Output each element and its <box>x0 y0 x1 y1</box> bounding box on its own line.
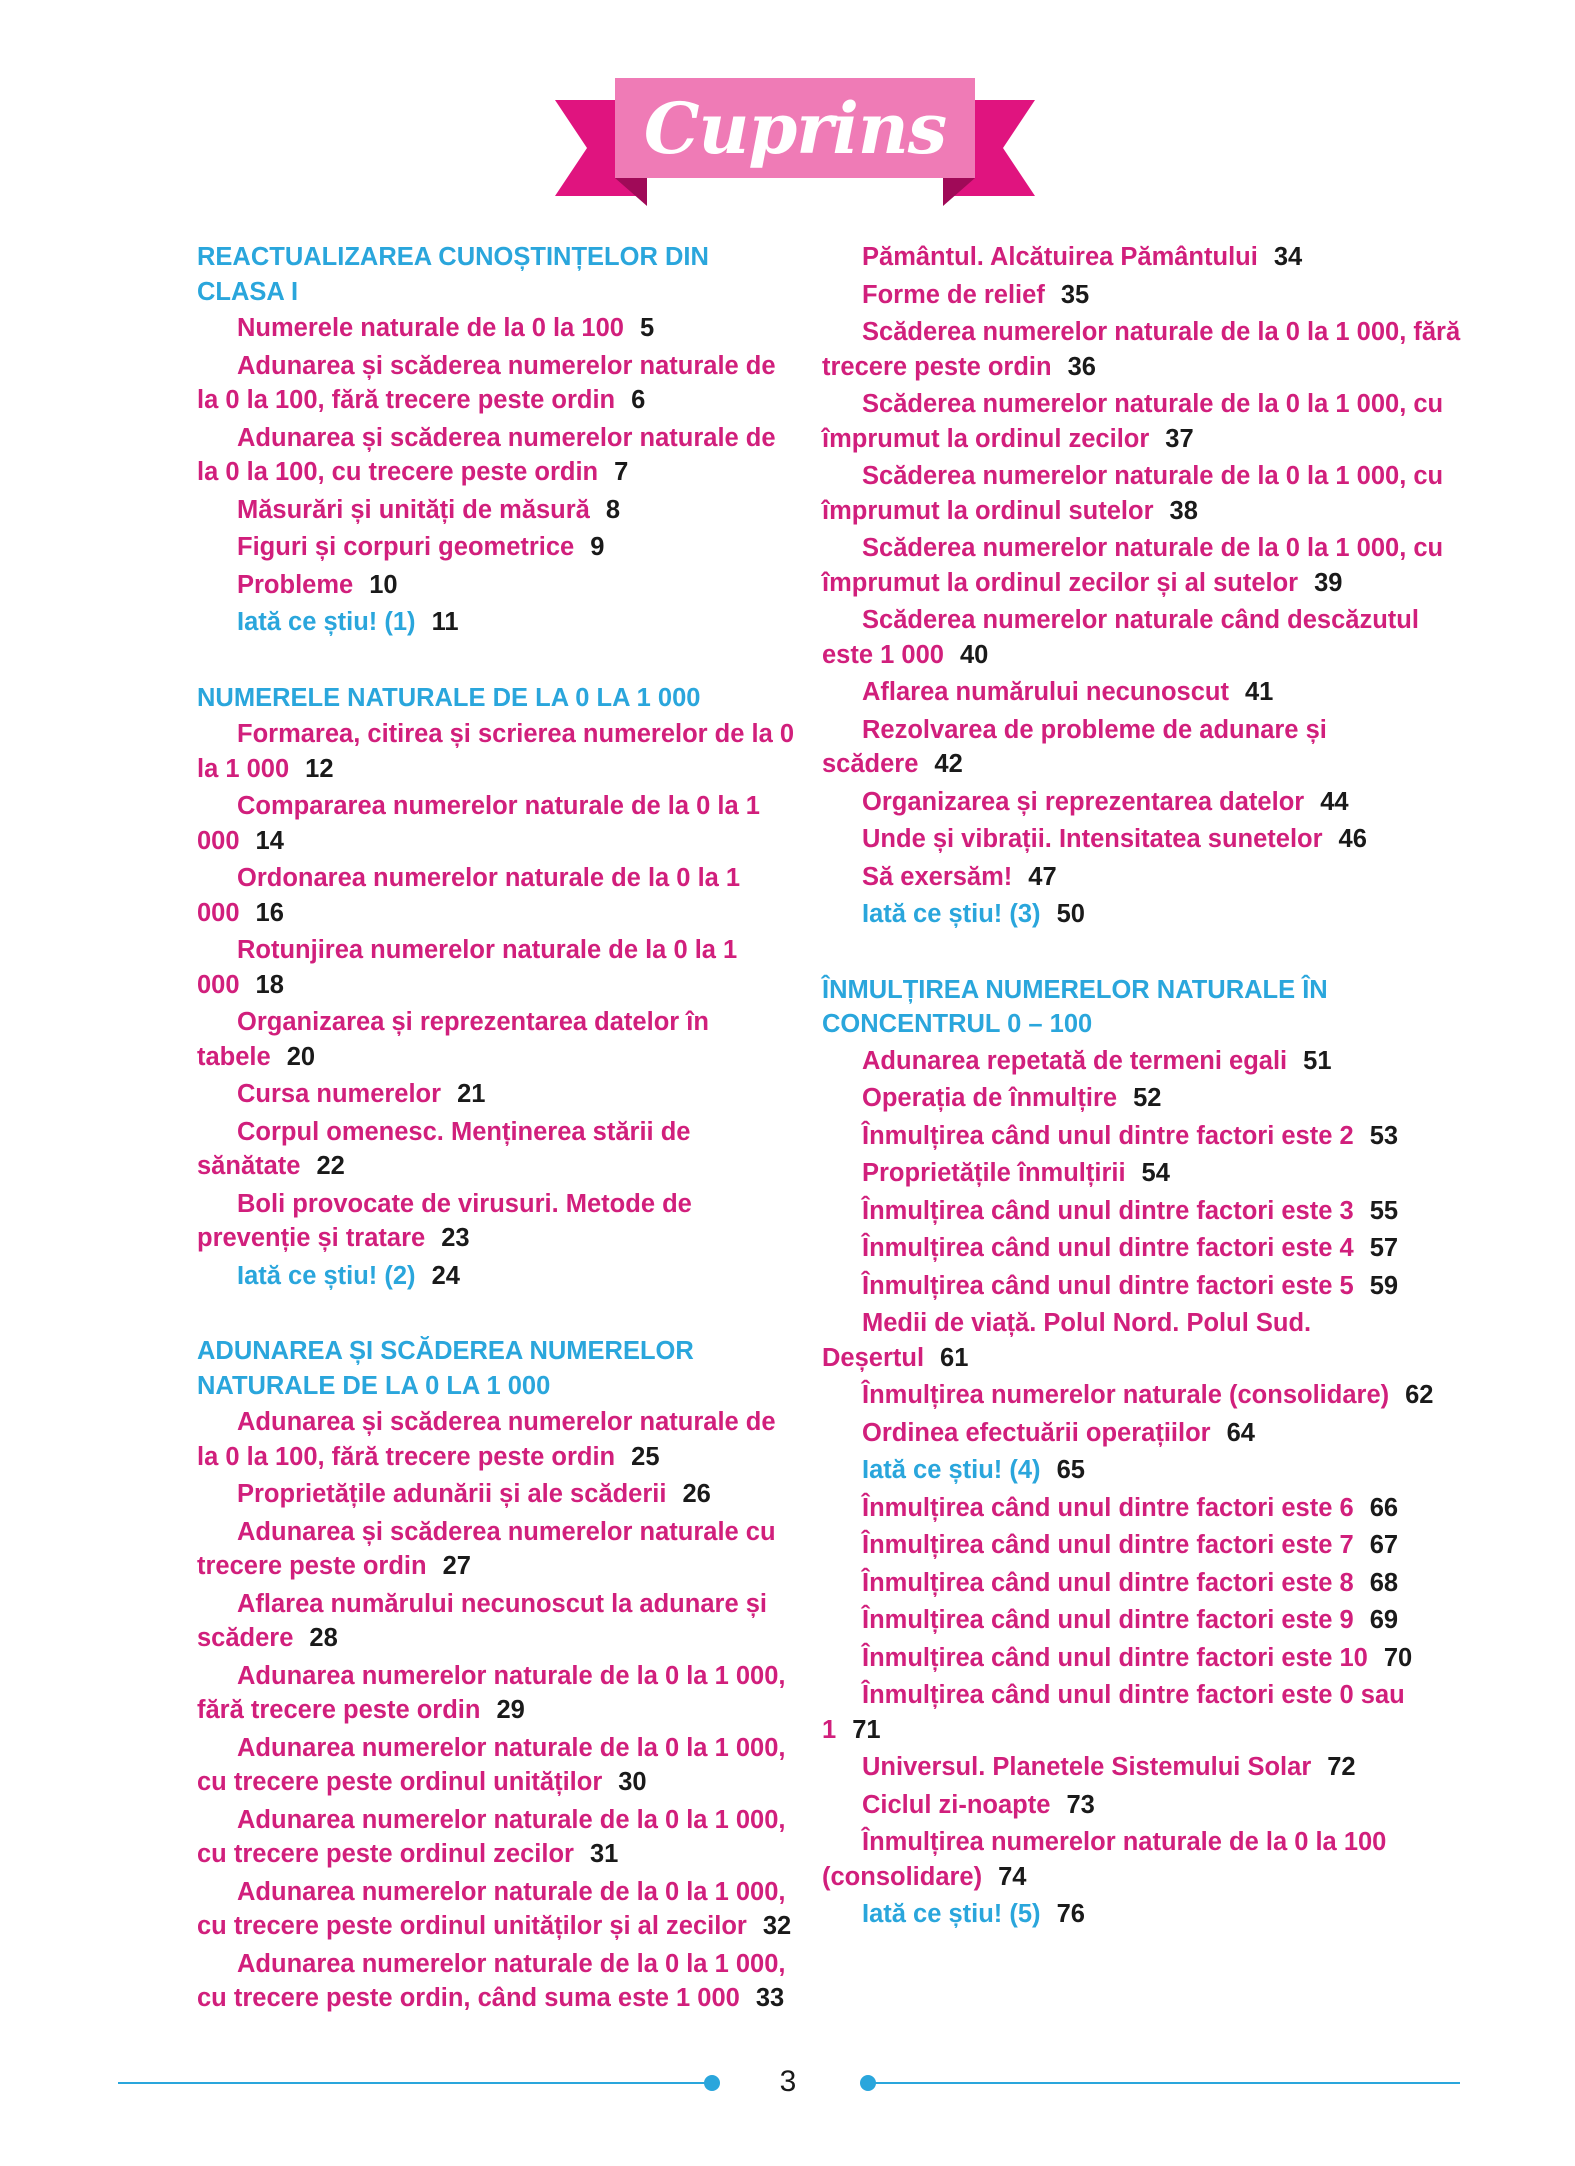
toc-entry <box>197 1477 802 1512</box>
toc-entry <box>822 1491 1462 1526</box>
toc-entry <box>822 1678 1462 1747</box>
page-number: 3 <box>779 2065 797 2098</box>
toc-entry-title: Compararea numerelor naturale de la 0 la 1 000 <box>197 792 760 855</box>
toc-entry-title: Aflarea numărului necunoscut la adunare și scădere <box>197 1589 767 1652</box>
section-heading <box>197 681 802 716</box>
toc-page-number: 57 <box>1369 1234 1399 1262</box>
toc-entry <box>197 861 802 930</box>
toc-page-number: 70 <box>1383 1643 1413 1672</box>
toc-review-entry <box>822 897 1462 932</box>
toc-page-number: 26 <box>682 1480 711 1508</box>
toc-page-number: 9 <box>590 533 605 561</box>
toc-entry <box>822 1788 1462 1823</box>
toc-entry <box>197 1405 802 1474</box>
toc-entry-title: Adunarea numerelor naturale de la 0 la 1 000, cu trecere peste ordinul unităților și al zecilor <box>197 1877 786 1940</box>
toc-entry <box>822 531 1462 600</box>
toc-entry <box>197 311 802 346</box>
toc-entry-title: Înmulțirea când unul dintre factori este 7 <box>862 1531 1354 1559</box>
toc-page-number: 64 <box>1226 1418 1255 1447</box>
toc-page-number: 14 <box>255 826 284 855</box>
toc-entry-title: Scăderea numerelor naturale de la 0 la 1 000, cu împrumut la ordinul zecilor și al sutelor <box>822 534 1444 597</box>
toc-entry-title: Înmulțirea când unul dintre factori este 6 <box>862 1493 1354 1522</box>
toc-entry-title: Înmulțirea când unul dintre factori este 4 <box>862 1234 1354 1262</box>
toc-page-number: 31 <box>589 1840 619 1868</box>
toc-entry-title: Proprietățile adunării și ale scăderii <box>237 1480 667 1508</box>
toc-page-number: 27 <box>442 1552 471 1580</box>
toc-entry-title: Corpul omenesc. Menținerea stării de sănătate <box>197 1117 691 1180</box>
toc-page-number: 37 <box>1165 424 1194 453</box>
toc-page-number: 7 <box>614 458 629 486</box>
toc-page-number: 34 <box>1273 243 1303 271</box>
toc-entry-title: Unde și vibrații. Intensitatea sunetelor <box>862 825 1323 853</box>
toc-entry-title: Adunarea și scăderea numerelor naturale de la 0 la 100, fără trecere peste ordin <box>197 1408 776 1471</box>
toc-entry-title: Înmulțirea când unul dintre factori este 2 <box>862 1121 1354 1150</box>
toc-page-number: 11 <box>431 608 459 636</box>
toc-entry-title: Medii de viață. Polul Nord. Polul Sud. Deșertul <box>822 1309 1312 1372</box>
toc-entry <box>197 1803 802 1872</box>
section-heading-line: NUMERELE NATURALE DE LA 0 LA 1 000 <box>197 683 701 712</box>
toc-page-number: 69 <box>1369 1606 1399 1634</box>
toc-entry <box>822 459 1462 528</box>
toc-entry-title: Ordinea efectuării operațiilor <box>862 1418 1211 1447</box>
footer-rule-right <box>870 2082 1460 2084</box>
toc-page-number: 6 <box>631 386 646 414</box>
toc-left-column <box>197 240 802 2019</box>
toc-entry-title: Iată ce știu! (1) <box>237 608 416 636</box>
toc-entry <box>822 278 1462 313</box>
toc-page-number: 30 <box>618 1768 647 1796</box>
toc-entry-title: Adunarea și scăderea numerelor naturale de la 0 la 100, fără trecere peste ordin <box>197 351 776 414</box>
footer-rule-left <box>118 2082 708 2084</box>
toc-entry <box>822 1081 1462 1116</box>
toc-entry-title: Iată ce știu! (4) <box>862 1456 1041 1484</box>
toc-entry <box>822 1528 1462 1563</box>
toc-page-number: 28 <box>309 1624 338 1652</box>
toc-entry <box>822 785 1462 820</box>
toc-entry-title: Aflarea numărului necunoscut <box>862 678 1229 706</box>
toc-entry <box>197 1875 802 1944</box>
toc-entry-title: Figuri și corpuri geometrice <box>237 533 575 561</box>
toc-page-number: 55 <box>1369 1196 1399 1225</box>
toc-entry <box>822 1156 1462 1191</box>
toc-entry-title: Rotunjirea numerelor naturale de la 0 la 1 000 <box>197 936 738 999</box>
toc-entry-title: Organizarea și reprezentarea datelor <box>862 787 1305 816</box>
toc-entry-title: Să exersăm! <box>862 862 1013 891</box>
toc-page-number: 62 <box>1405 1381 1434 1409</box>
toc-entry-title: Adunarea numerelor naturale de la 0 la 1 000, cu trecere peste ordinul zecilor <box>197 1805 786 1868</box>
toc-page-number: 67 <box>1369 1531 1399 1559</box>
toc-page-number: 73 <box>1066 1790 1095 1819</box>
toc-entry <box>822 1119 1462 1154</box>
toc-page-number: 25 <box>631 1442 660 1471</box>
toc-entry <box>197 493 802 528</box>
section-heading <box>822 973 1462 1042</box>
toc-page-number: 61 <box>940 1343 969 1372</box>
toc-page-number: 76 <box>1056 1900 1085 1928</box>
toc-entry <box>197 1187 802 1256</box>
toc-page-number: 50 <box>1056 900 1085 928</box>
toc-page-number: 38 <box>1169 496 1198 525</box>
toc-right-column <box>822 240 1462 1935</box>
toc-entry-title: Adunarea numerelor naturale de la 0 la 1 000, fără trecere peste ordin <box>197 1661 786 1724</box>
toc-page-number: 72 <box>1327 1753 1356 1781</box>
toc-entry-title: Formarea, citirea și scrierea numerelor de la 0 la 1 000 <box>197 720 795 783</box>
toc-review-entry <box>822 1897 1462 1932</box>
section-gap <box>822 935 1462 973</box>
toc-entry <box>822 860 1462 895</box>
toc-entry <box>197 1587 802 1656</box>
toc-entry-title: Adunarea numerelor naturale de la 0 la 1 000, cu trecere peste ordin, când suma este 1 000 <box>197 1949 786 2012</box>
toc-entry-title: Scăderea numerelor naturale de la 0 la 1 000, fără trecere peste ordin <box>822 318 1461 381</box>
toc-review-entry <box>822 1453 1462 1488</box>
toc-entry-title: Cursa numerelor <box>237 1080 442 1108</box>
toc-entry-title: Înmulțirea când unul dintre factori este 8 <box>862 1568 1354 1597</box>
toc-page-number: 10 <box>369 570 398 599</box>
toc-entry-title: Scăderea numerelor naturale de la 0 la 1 000, cu împrumut la ordinul sutelor <box>822 462 1444 525</box>
toc-page-number: 44 <box>1320 787 1349 816</box>
toc-entry <box>197 421 802 490</box>
toc-entry-title: Înmulțirea numerelor naturale de la 0 la 100 (consolidare) <box>822 1828 1387 1891</box>
toc-entry <box>197 1947 802 2016</box>
section-heading <box>197 240 802 309</box>
toc-page-number: 20 <box>286 1042 316 1071</box>
toc-entry <box>197 789 802 858</box>
toc-entry <box>197 1005 802 1074</box>
toc-page-number: 54 <box>1141 1159 1170 1187</box>
toc-entry <box>822 1194 1462 1229</box>
toc-page-number: 68 <box>1369 1568 1399 1597</box>
footer-dot-left <box>704 2075 720 2091</box>
toc-entry <box>197 1731 802 1800</box>
toc-page-number: 21 <box>457 1080 486 1108</box>
toc-entry <box>197 1077 802 1112</box>
toc-page-number: 71 <box>852 1715 881 1744</box>
toc-entry-title: Măsurări și unități de măsură <box>237 495 590 524</box>
section-heading-line: NATURALE DE LA 0 LA 1 000 <box>197 1371 551 1400</box>
toc-entry <box>822 1641 1462 1676</box>
toc-entry <box>822 240 1462 275</box>
page-title: Cuprins <box>643 86 947 170</box>
toc-entry <box>822 1825 1462 1894</box>
toc-page-number: 52 <box>1133 1084 1162 1112</box>
section-heading <box>197 1334 802 1403</box>
toc-page-number: 32 <box>762 1912 792 1940</box>
toc-entry-title: Pământul. Alcătuirea Pământului <box>862 243 1258 271</box>
toc-entry <box>822 387 1462 456</box>
toc-page-number: 66 <box>1369 1493 1399 1522</box>
toc-entry <box>197 933 802 1002</box>
toc-entry-title: Ciclul zi-noapte <box>862 1790 1051 1819</box>
toc-entry <box>822 1750 1462 1785</box>
toc-page-number: 51 <box>1303 1046 1332 1075</box>
toc-page-number: 41 <box>1245 678 1274 706</box>
toc-entry-title: Probleme <box>237 570 354 599</box>
toc-entry <box>197 1115 802 1184</box>
toc-entry <box>197 349 802 418</box>
title-banner <box>555 78 1035 208</box>
section-gap <box>197 1296 802 1334</box>
toc-entry <box>822 1416 1462 1451</box>
toc-entry-title: Numerele naturale de la 0 la 100 <box>237 314 624 342</box>
toc-entry <box>822 1044 1462 1079</box>
toc-page-number: 22 <box>316 1152 345 1180</box>
section-gap <box>197 643 802 681</box>
toc-page-number: 24 <box>431 1261 460 1290</box>
toc-entry <box>822 1306 1462 1375</box>
toc-page-number: 59 <box>1369 1271 1399 1300</box>
toc-page-number: 74 <box>998 1862 1027 1891</box>
toc-entry-title: Adunarea repetată de termeni egali <box>862 1046 1288 1075</box>
toc-entry-title: Înmulțirea când unul dintre factori este 5 <box>862 1271 1354 1300</box>
toc-entry <box>822 713 1462 782</box>
toc-entry-title: Operația de înmulțire <box>862 1084 1118 1112</box>
toc-page-number: 8 <box>605 495 621 524</box>
toc-entry-title: Iată ce știu! (2) <box>237 1261 416 1290</box>
toc-entry-title: Iată ce știu! (5) <box>862 1900 1041 1928</box>
toc-entry-title: Adunarea și scăderea numerelor naturale de la 0 la 100, cu trecere peste ordin <box>197 423 776 486</box>
toc-entry-title: Adunarea și scăderea numerelor naturale cu trecere peste ordin <box>197 1517 776 1580</box>
section-heading-line: CONCENTRUL 0 – 100 <box>822 1010 1093 1038</box>
toc-entry-title: Iată ce știu! (3) <box>862 900 1041 928</box>
toc-page-number: 23 <box>441 1224 470 1252</box>
toc-entry <box>197 568 802 603</box>
toc-entry <box>822 1269 1462 1304</box>
toc-entry-title: Scăderea numerelor naturale când descăzutul este 1 000 <box>822 606 1419 669</box>
toc-page-number: 42 <box>934 750 963 778</box>
toc-page-number: 36 <box>1067 352 1096 381</box>
toc-entry <box>822 1603 1462 1638</box>
section-heading-line: ADUNAREA ȘI SCĂDEREA NUMERELOR <box>197 1337 694 1365</box>
toc-entry-title: Înmulțirea când unul dintre factori este 10 <box>862 1643 1368 1672</box>
toc-review-entry <box>197 1259 802 1294</box>
toc-entry-title: Scăderea numerelor naturale de la 0 la 1 000, cu împrumut la ordinul zecilor <box>822 390 1444 453</box>
toc-entry <box>822 675 1462 710</box>
toc-review-entry <box>197 605 802 640</box>
toc-entry <box>822 315 1462 384</box>
toc-page-number: 40 <box>959 640 989 669</box>
toc-entry-title: Adunarea numerelor naturale de la 0 la 1 000, cu trecere peste ordinul unităților <box>197 1733 786 1796</box>
toc-entry <box>197 1659 802 1728</box>
toc-entry-title: Organizarea și reprezentarea datelor în tabele <box>197 1008 709 1071</box>
toc-entry-title: Forme de relief <box>862 280 1045 309</box>
toc-entry <box>197 1515 802 1584</box>
toc-entry <box>822 603 1462 672</box>
toc-entry-title: Înmulțirea numerelor naturale (consolidare) <box>862 1381 1390 1409</box>
toc-entry <box>822 1231 1462 1266</box>
section-heading-line: REACTUALIZAREA CUNOȘTINȚELOR DIN CLASA I <box>197 243 709 306</box>
toc-page-number: 12 <box>305 754 334 783</box>
toc-entry <box>197 717 802 786</box>
toc-entry-title: Boli provocate de virusuri. Metode de prevenție și tratare <box>197 1189 692 1252</box>
toc-page-number: 39 <box>1314 568 1343 597</box>
toc-page-number: 47 <box>1028 862 1057 891</box>
toc-page-number: 18 <box>255 970 284 999</box>
toc-page-number: 46 <box>1338 825 1367 853</box>
toc-page-number: 16 <box>255 898 284 927</box>
toc-entry <box>197 530 802 565</box>
toc-page-number: 5 <box>639 314 655 342</box>
toc-entry-title: Proprietățile înmulțirii <box>862 1159 1126 1187</box>
toc-entry-title: Înmulțirea când unul dintre factori este 3 <box>862 1196 1354 1225</box>
toc-page-number: 29 <box>496 1696 525 1724</box>
toc-page-number: 65 <box>1056 1456 1085 1484</box>
toc-page-number: 35 <box>1060 280 1090 309</box>
toc-entry <box>822 822 1462 857</box>
toc-entry-title: Rezolvarea de probleme de adunare și scădere <box>822 715 1327 778</box>
toc-entry <box>822 1566 1462 1601</box>
toc-page-number: 53 <box>1369 1121 1399 1150</box>
toc-entry-title: Înmulțirea când unul dintre factori este 0 sau 1 <box>822 1681 1405 1744</box>
toc-entry-title: Universul. Planetele Sistemului Solar <box>862 1753 1312 1781</box>
section-heading-line: ÎNMULȚIREA NUMERELOR NATURALE ÎN <box>822 975 1328 1004</box>
toc-entry-title: Ordonarea numerelor naturale de la 0 la 1 000 <box>197 864 741 927</box>
footer <box>0 2065 1575 2105</box>
toc-entry <box>822 1378 1462 1413</box>
toc-page-number: 33 <box>755 1984 785 2012</box>
toc-entry-title: Înmulțirea când unul dintre factori este 9 <box>862 1606 1354 1634</box>
